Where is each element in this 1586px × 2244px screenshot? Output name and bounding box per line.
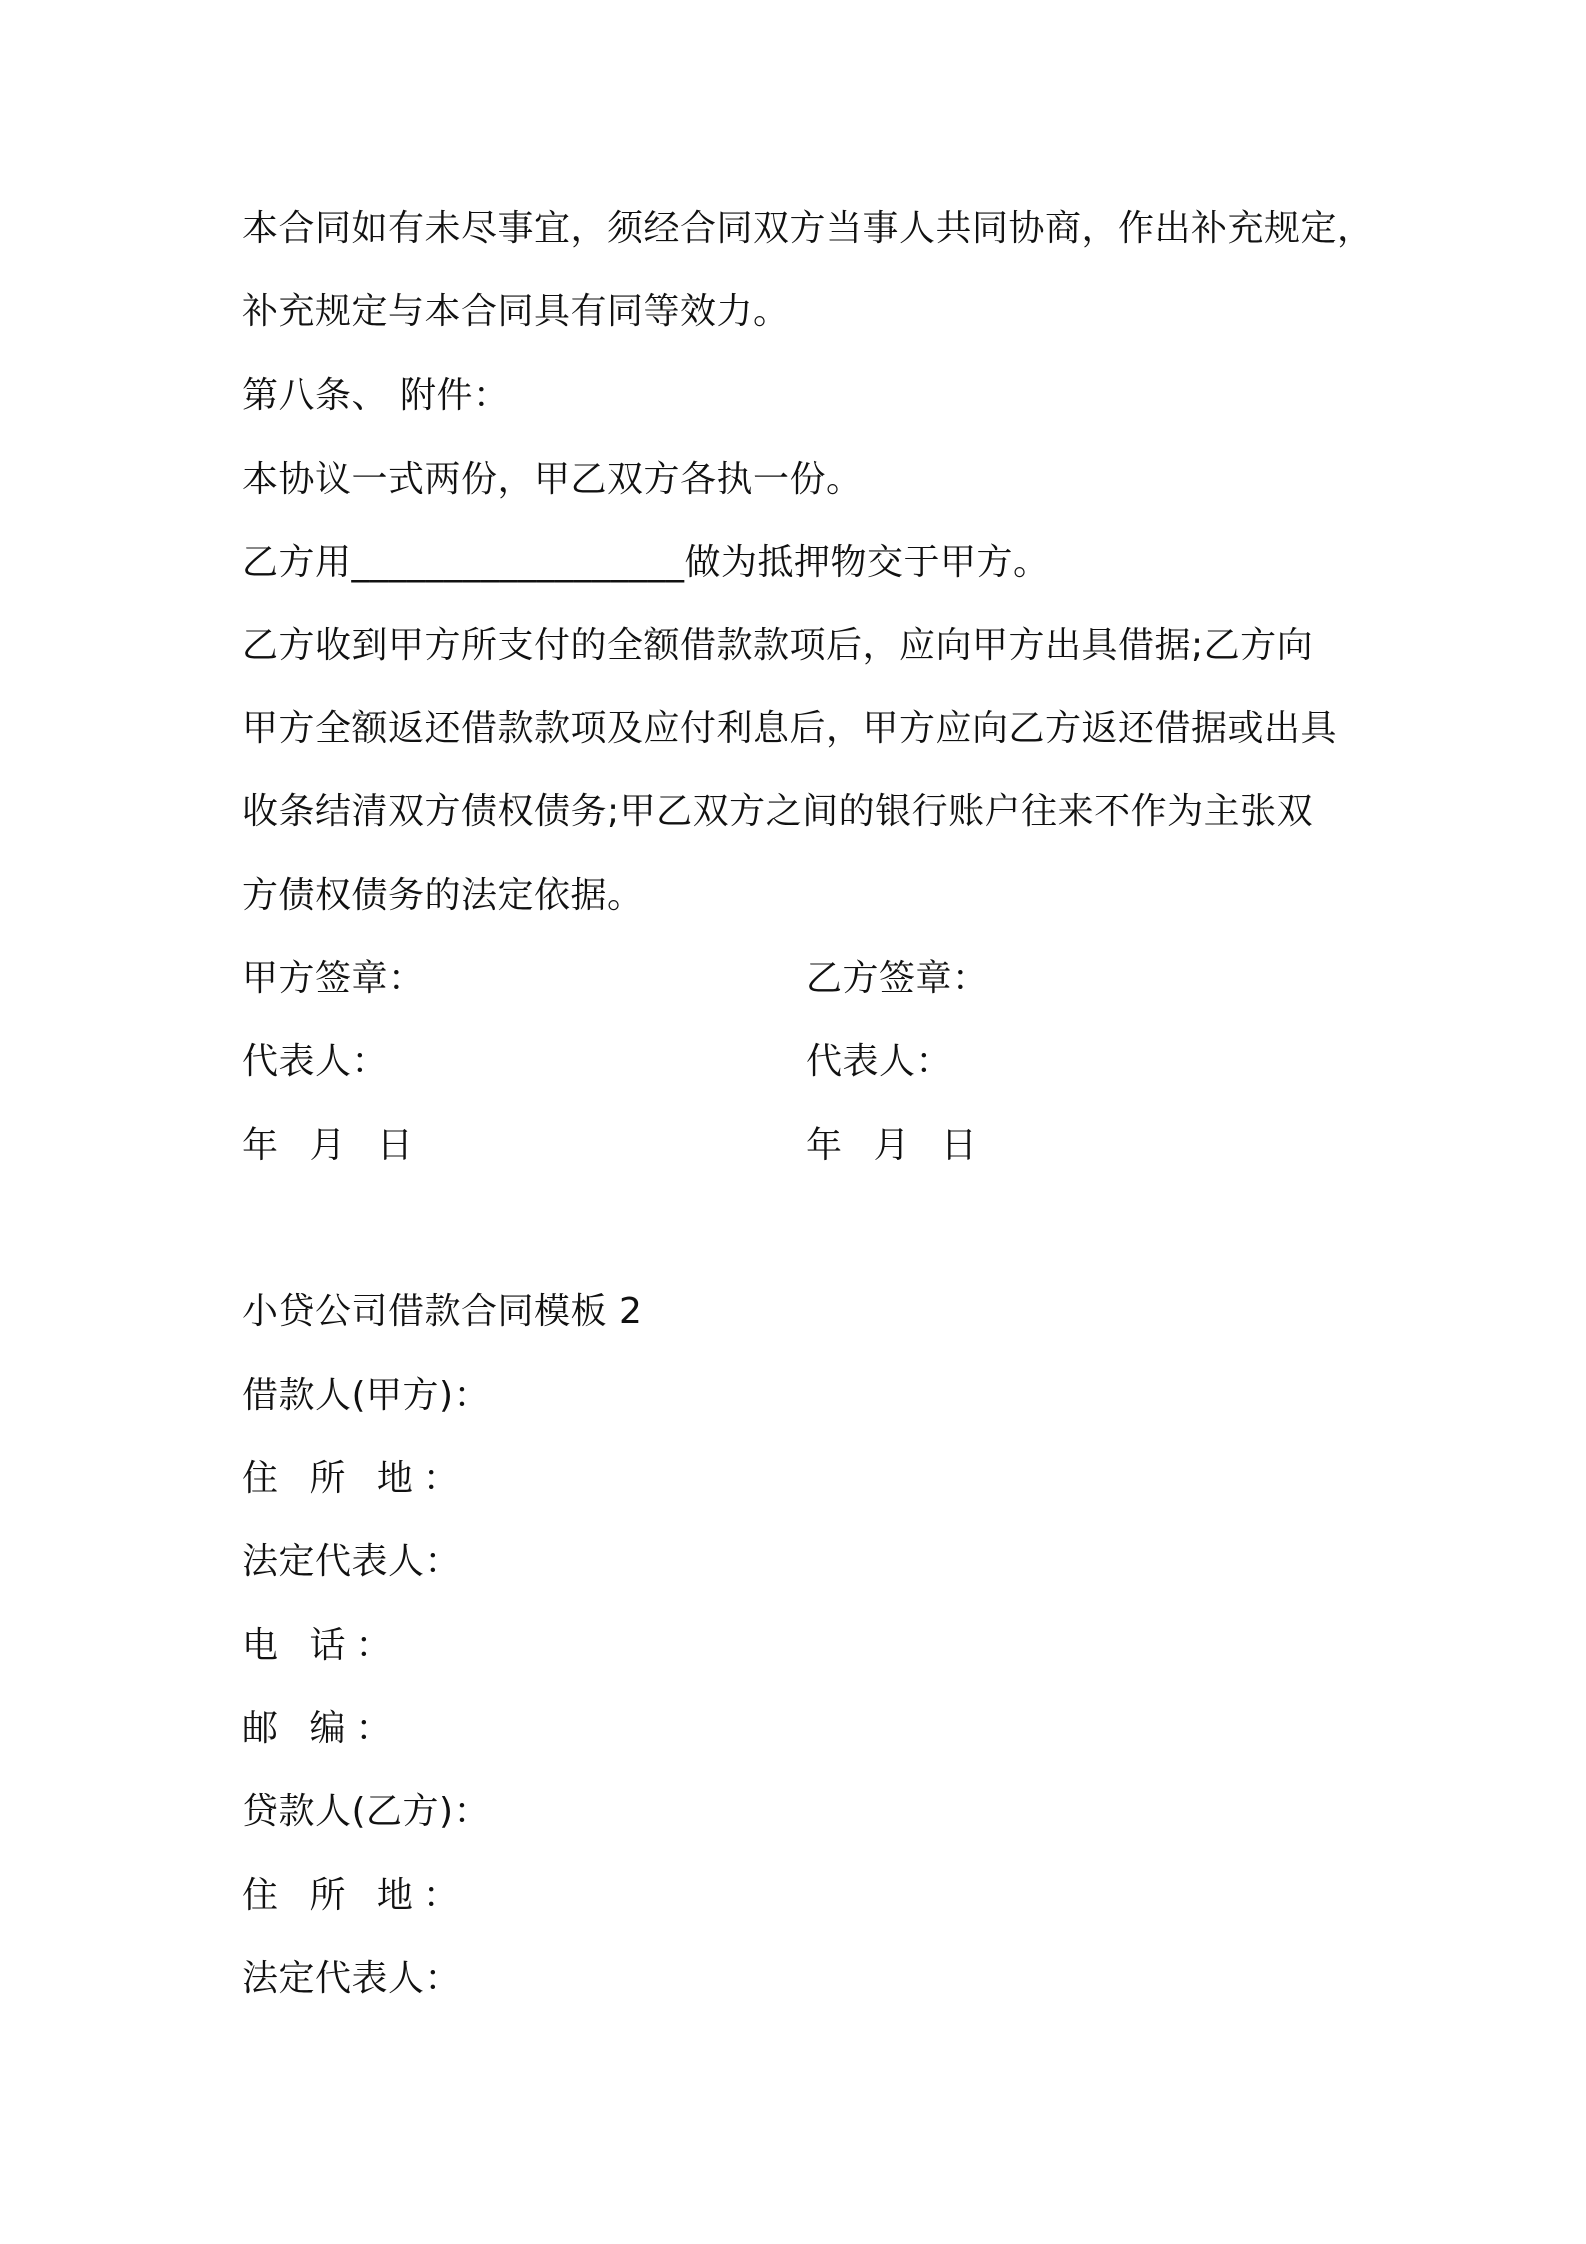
- borrower-phone-label: 电 话：: [242, 1625, 402, 1666]
- party-a-date-label: 年 月 日: [242, 1125, 423, 1166]
- borrower-label: 借款人(甲方)：: [242, 1375, 491, 1416]
- collateral-clause: 乙方用__________________做为抵押物交于甲方。: [242, 542, 1050, 583]
- party-b-seal-label: 乙方签章：: [806, 958, 989, 999]
- party-b-representative-label: 代表人：: [806, 1041, 953, 1082]
- lender-address-label: 住 所 地：: [242, 1875, 469, 1916]
- receipt-clause-line-4: 方债权债务的法定依据。: [242, 875, 644, 916]
- supplementary-clause-line-2: 补充规定与本合同具有同等效力。: [242, 291, 790, 332]
- template-2-title: 小贷公司借款合同模板 2: [242, 1291, 643, 1332]
- party-a-seal-label: 甲方签章：: [242, 958, 425, 999]
- borrower-legal-representative-label: 法定代表人：: [242, 1541, 462, 1582]
- supplementary-clause-line-1: 本合同如有未尽事宜，须经合同双方当事人共同协商，作出补充规定，: [242, 208, 1374, 249]
- receipt-clause-line-3: 收条结清双方债权债务;甲乙双方之间的银行账户往来不作为主张双: [242, 791, 1314, 832]
- receipt-clause-line-1: 乙方收到甲方所支付的全额借款款项后，应向甲方出具借据;乙方向: [242, 625, 1314, 666]
- article-8-heading: 第八条、 附件：: [242, 375, 510, 416]
- receipt-clause-line-2: 甲方全额返还借款款项及应付利息后，甲方应向乙方返还借据或出具: [242, 708, 1338, 749]
- party-a-representative-label: 代表人：: [242, 1041, 389, 1082]
- party-b-date-label: 年 月 日: [806, 1125, 987, 1166]
- copies-clause: 本协议一式两份，甲乙双方各执一份。: [242, 459, 863, 500]
- borrower-postcode-label: 邮 编：: [242, 1708, 402, 1749]
- borrower-address-label: 住 所 地：: [242, 1458, 469, 1499]
- lender-label: 贷款人(乙方)：: [242, 1791, 491, 1832]
- lender-legal-representative-label: 法定代表人：: [242, 1958, 462, 1999]
